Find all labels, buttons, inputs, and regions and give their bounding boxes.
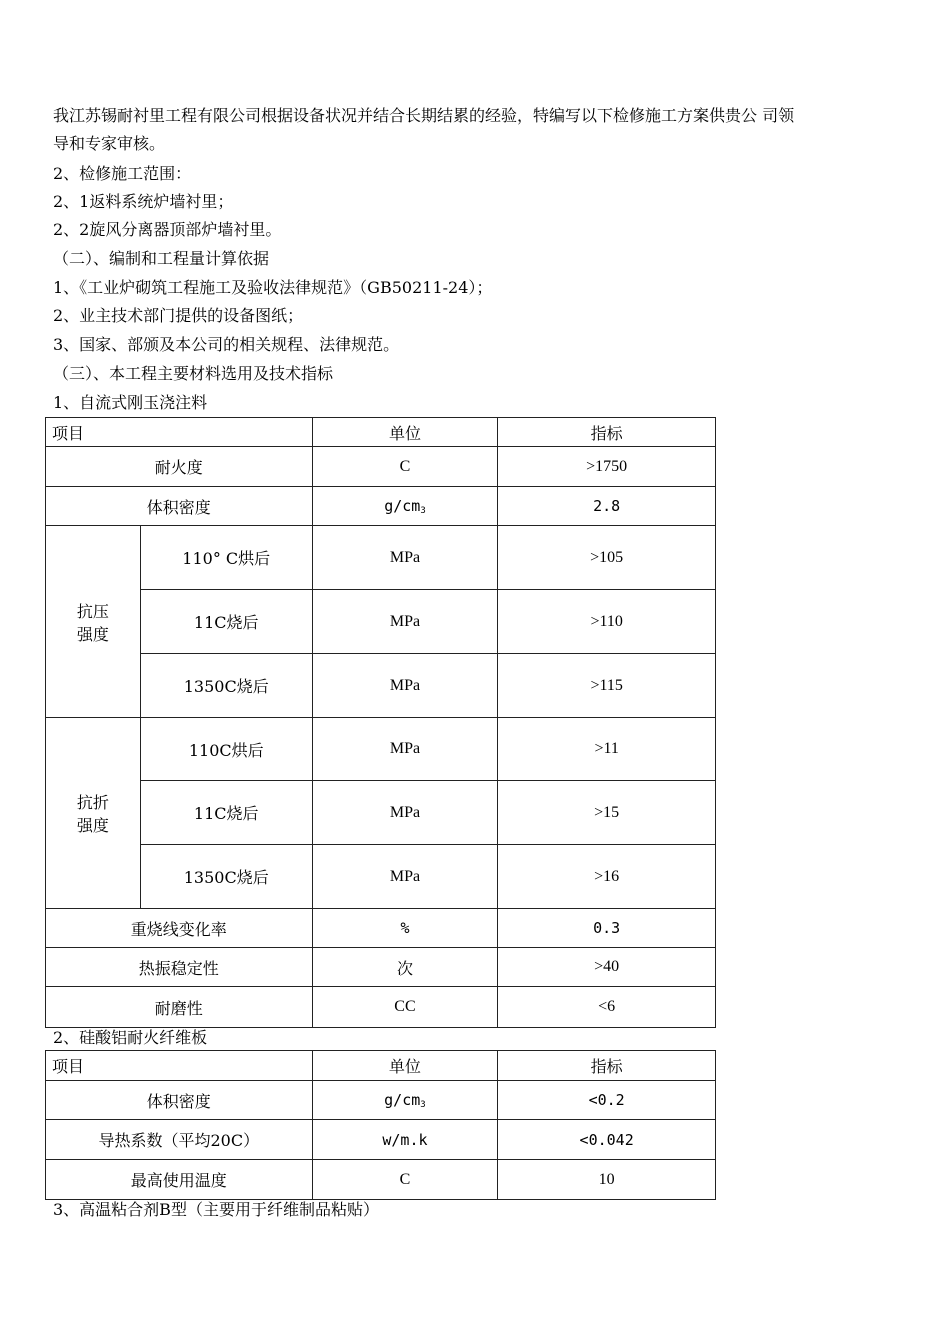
row-unit: w/m.k [312,1120,498,1160]
basis-heading: （二）、编制和工程量计算依据 [53,249,270,268]
table-row [46,845,716,909]
group-compressive-strength: 抗压 强度 [46,526,141,718]
row-unit: MPa [312,526,498,590]
group-flexural-strength: 抗折 强度 [46,718,141,909]
header-spec: 指标 [498,418,716,447]
material-2-title: 2、硅酸铝耐火纤维板 [53,1028,208,1047]
table-row [46,654,716,718]
row-label: 11C烧后 [140,781,312,845]
row-unit: MPa [312,718,498,781]
row-value: <6 [498,987,716,1028]
row-label: 耐磨性 [46,987,313,1028]
row-value: 0.3 [498,909,716,948]
table-row [46,1120,716,1160]
row-label: 最高使用温度 [46,1160,313,1200]
header-item: 项目 [46,1051,313,1081]
row-label: 体积密度 [46,1081,313,1120]
row-unit: MPa [312,781,498,845]
row-unit: $g/cm_3$ [312,1081,498,1120]
row-value: >11 [498,718,716,781]
fiberboard-spec-table [45,1050,716,1200]
table-row [46,1081,716,1120]
row-unit: CC [312,987,498,1028]
table-row [46,447,716,487]
castable-spec-table [45,417,716,1028]
row-value: >15 [498,781,716,845]
row-value: >40 [498,948,716,987]
table-row [46,987,716,1028]
header-unit: 单位 [312,1051,498,1081]
table-row [46,781,716,845]
row-unit: $g/cm_3$ [312,487,498,526]
row-value: >16 [498,845,716,909]
row-label: 耐火度 [46,447,313,487]
scope-heading: 2、检修施工范围： [53,164,192,183]
table-row [46,1160,716,1200]
basis-item-2: 2、业主技术部门提供的设备图纸； [53,306,304,325]
material-1-title: 1、自流式刚玉浇注料 [53,393,208,412]
header-spec: 指标 [498,1051,716,1081]
header-item: 项目 [46,418,313,447]
row-value: >105 [498,526,716,590]
scope-item-1: 2、1返料系统炉墙衬里； [53,192,234,211]
table-header-row [46,1051,716,1081]
intro-line-1: 我江苏锡耐衬里工程有限公司根据设备状况并结合长期结累的经验，特编写以下检修施工方案供贵公 司领 [53,106,795,125]
basis-item-3: 3、国家、部颁及本公司的相关规程、法律规范。 [53,335,400,354]
row-unit: C [312,1160,498,1200]
row-unit: 次 [312,948,498,987]
row-label: 重烧线变化率 [46,909,313,948]
table-row [46,590,716,654]
row-unit: MPa [312,590,498,654]
row-label: 热振稳定性 [46,948,313,987]
basis-item-1: 1、《工业炉砌筑工程施工及验收法律规范》（GB50211-24）； [53,278,493,297]
table-row [46,909,716,948]
row-label: 11C烧后 [140,590,312,654]
row-value: >110 [498,590,716,654]
row-label: 1350C烧后 [140,845,312,909]
row-value: 10 [498,1160,716,1200]
row-value: >1750 [498,447,716,487]
row-unit: C [312,447,498,487]
scope-item-2: 2、2旋风分离器顶部炉墙衬里。 [53,220,282,239]
row-value: >115 [498,654,716,718]
table-row [46,526,716,590]
row-label: 1350C烧后 [140,654,312,718]
row-label: 110° C烘后 [140,526,312,590]
row-unit: MPa [312,845,498,909]
table-row [46,948,716,987]
row-value: <0.042 [498,1120,716,1160]
row-label: 110C烘后 [140,718,312,781]
material-3-title: 3、高温粘合剂B型（主要用于纤维制品粘贴） [53,1200,379,1219]
row-value: 2.8 [498,487,716,526]
table-row [46,487,716,526]
row-unit: % [312,909,498,948]
row-label: 体积密度 [46,487,313,526]
row-label: 导热系数（平均20C） [46,1120,313,1160]
table-row [46,718,716,781]
row-value: <0.2 [498,1081,716,1120]
intro-line-2: 导和专家审核。 [53,134,166,153]
header-unit: 单位 [312,418,498,447]
row-unit: MPa [312,654,498,718]
materials-heading: （三）、本工程主要材料选用及技术指标 [53,364,334,383]
table-header-row [46,418,716,447]
